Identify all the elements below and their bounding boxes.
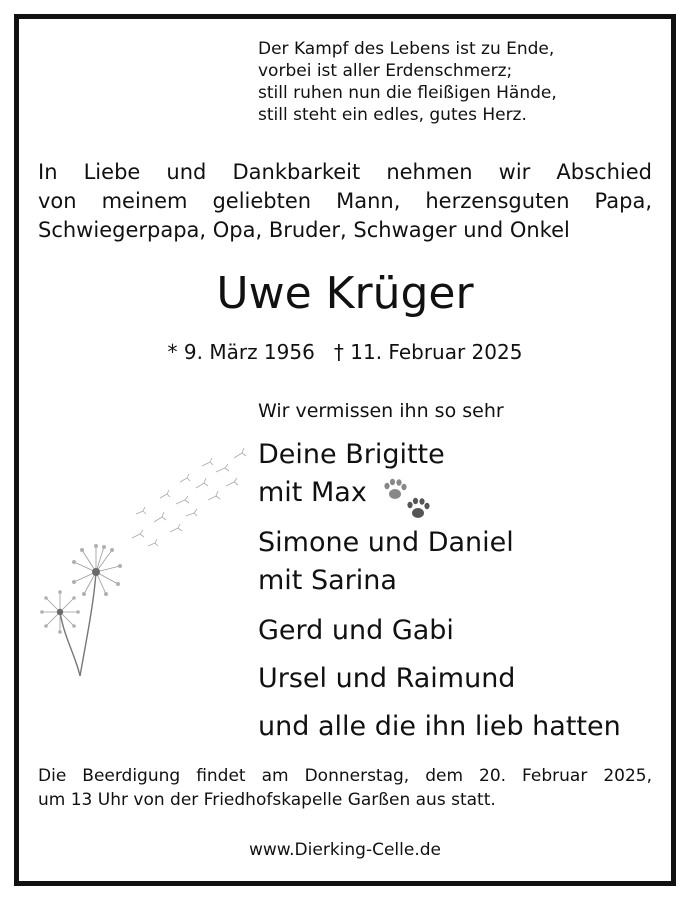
website-text: www.Dierking-Celle.de xyxy=(249,840,441,860)
dandelion-illustration xyxy=(36,442,256,688)
mourner-line: Deine Brigitte xyxy=(258,439,445,470)
poem-line: still steht ein edles, gutes Herz. xyxy=(258,105,527,125)
miss-line: Wir vermissen ihn so sehr xyxy=(258,400,504,422)
mourner-line: Ursel und Raimund xyxy=(258,663,516,694)
funeral-line: um 13 Uhr von der Friedhofskapelle Garßen aus statt. xyxy=(38,790,496,810)
paw-prints-icon xyxy=(380,476,436,524)
poem xyxy=(258,38,658,126)
deceased-name: Uwe Krüger xyxy=(216,268,474,319)
mourner-line: und alle die ihn lieb hatten xyxy=(258,711,621,742)
funeral-line: Die Beerdigung findet am Donnerstag, dem 20. Februar 2025, xyxy=(38,766,652,786)
poem-line: vorbei ist aller Erdenschmerz; xyxy=(258,61,513,81)
farewell-text xyxy=(38,158,652,245)
mourner-line: Simone und Daniel xyxy=(258,527,514,558)
mourner-line: Gerd und Gabi xyxy=(258,615,454,646)
farewell-line: Schwiegerpapa, Opa, Bruder, Schwager und Onkel xyxy=(38,218,570,242)
poem-line: Der Kampf des Lebens ist zu Ende, xyxy=(258,39,555,59)
poem-line: still ruhen nun die fleißigen Hände, xyxy=(258,83,557,103)
life-dates: * 9. März 1956 † 11. Februar 2025 xyxy=(167,340,523,364)
funeral-notice xyxy=(38,764,652,812)
mourner-line: mit Max xyxy=(258,477,367,508)
farewell-line: von meinem geliebten Mann, herzensguten Papa, xyxy=(38,189,652,213)
farewell-line: In Liebe und Dankbarkeit nehmen wir Abschied xyxy=(38,160,652,184)
mourner-line: mit Sarina xyxy=(258,565,397,596)
